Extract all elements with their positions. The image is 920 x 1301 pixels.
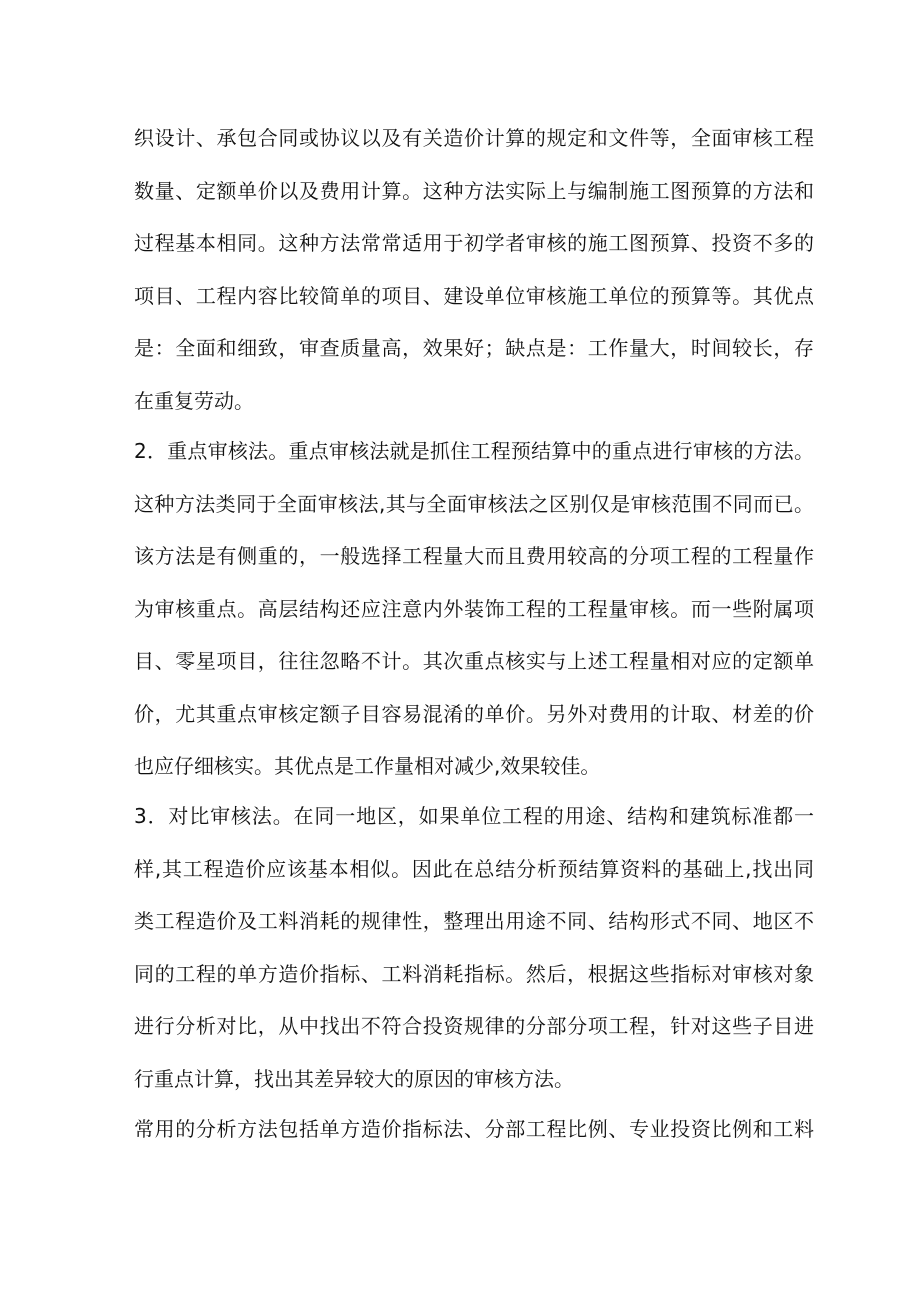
text-line: 类工程造价及工料消耗的规律性，整理出用途不同、结构形式不同、地区不 [134,909,814,933]
text-line: 价，尤其重点审核定额子目容易混淆的单价。另外对费用的计取、材差的价 [134,701,814,726]
text-line: 是：全面和细致，审查质量高，效果好；缺点是：工作量大，时间较长，存 [134,336,814,360]
text-line: 该方法是有侧重的，一般选择工程量大而且费用较高的分项工程的工程量作 [134,544,814,568]
text-line: 目、零星项目，往往忽略不计。其次重点核实与上述工程量相对应的定额单 [134,649,814,673]
text-line: 项目、工程内容比较简单的项目、建设单位审核施工单位的预算等。其优点 [134,283,814,308]
text-line: 织设计、承包合同或协议以及有关造价计算的规定和文件等，全面审核工程 [134,126,814,150]
text-line: 为审核重点。高层结构还应注意内外装饰工程的工程量审核。而一些附属项 [134,596,814,621]
text-line: 过程基本相同。这种方法常常适用于初学者审核的施工图预算、投资不多的 [134,231,814,255]
paragraph-comparison-review [134,790,814,1105]
text-line: 同的工程的单方造价指标、工料消耗指标。然后，根据这些指标对审核对象 [134,961,814,986]
text-line: 进行分析对比，从中找出不符合投资规律的分部分项工程，针对这些子目进 [134,1014,814,1038]
text-line: 在重复劳动。 [134,388,254,413]
text-line: 样,其工程造价应该基本相似。因此在总结分析预结算资料的基础上,找出同 [134,856,814,881]
paragraph-key-point-review [134,425,814,793]
paragraph-analysis-methods [134,1103,814,1156]
text-line: 也应仔细核实。其优点是工作量相对减少,效果较佳。 [134,754,601,778]
text-line: 数量、定额单价以及费用计算。这种方法实际上与编制施工图预算的方法和 [134,178,814,203]
text-line: 2．重点审核法。重点审核法就是抓住工程预结算中的重点进行审核的方法。 [134,439,814,463]
paragraph-full-review-continued [134,112,814,427]
text-line: 3．对比审核法。在同一地区，如果单位工程的用途、结构和建筑标准都一 [134,804,814,828]
text-line: 常用的分析方法包括单方造价指标法、分部工程比例、专业投资比例和工料 [134,1117,814,1141]
text-line: 这种方法类同于全面审核法,其与全面审核法之区别仅是审核范围不同而已。 [134,491,814,516]
text-line: 行重点计算，找出其差异较大的原因的审核方法。 [134,1066,574,1091]
